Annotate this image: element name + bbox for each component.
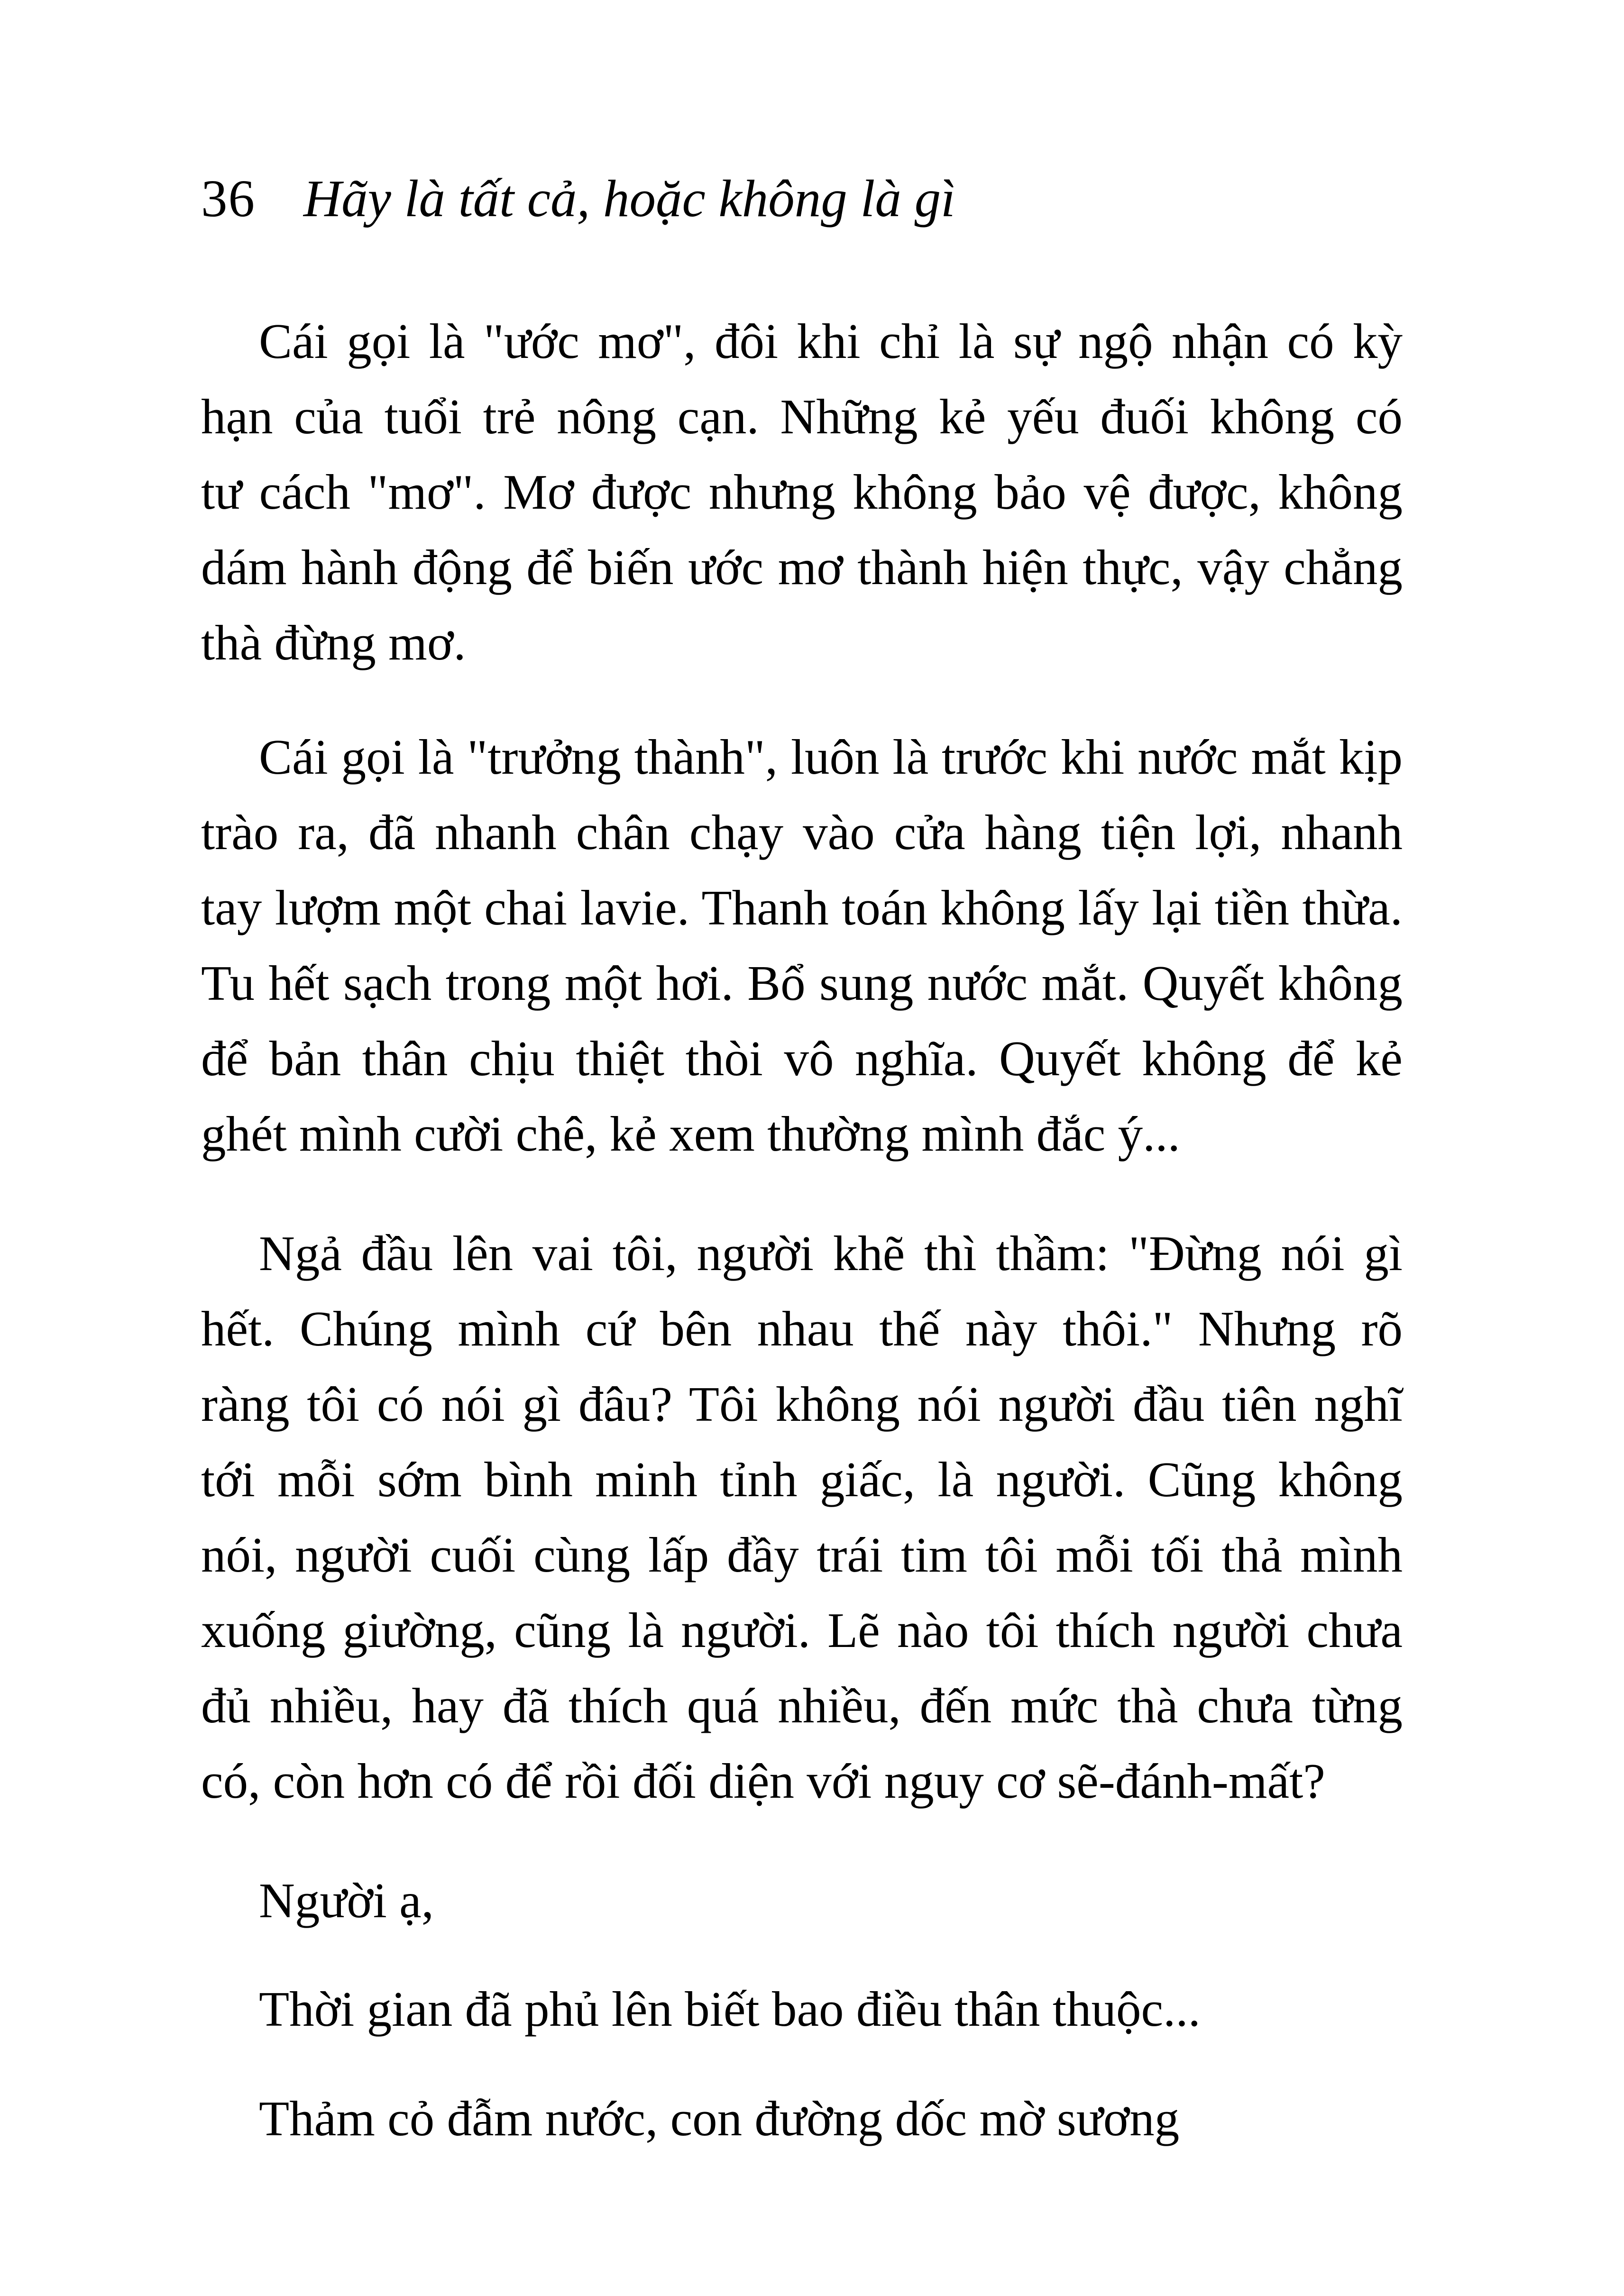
text-line: tay lượm một chai lavie. Thanh toán không lấy lại tiền thừa. <box>201 880 1403 935</box>
running-title: Hãy là tất cả, hoặc không là gì <box>303 170 955 228</box>
text-line: xuống giường, cũng là người. Lẽ nào tôi thích người chưa <box>201 1602 1403 1658</box>
paragraph-5 <box>201 1971 1403 2047</box>
text-line: Tu hết sạch trong một hơi. Bổ sung nước mắt. Quyết không <box>201 955 1403 1011</box>
text-line: dám hành động để biến ước mơ thành hiện thực, vậy chẳng <box>201 540 1403 595</box>
text-line: Cái gọi là "trưởng thành", luôn là trước khi nước mắt kịp <box>259 729 1403 785</box>
paragraph-4 <box>201 1863 1403 1938</box>
paragraph-2 <box>201 719 1403 1171</box>
text-line: ghét mình cười chê, kẻ xem thường mình đắc ý... <box>201 1106 1180 1162</box>
paragraph-3 <box>201 1216 1403 1819</box>
text-line: trào ra, đã nhanh chân chạy vào cửa hàng tiện lợi, nhanh <box>201 805 1403 860</box>
text-line: hết. Chúng mình cứ bên nhau thế này thôi." Nhưng rõ <box>201 1301 1403 1356</box>
page-number: 36 <box>201 170 256 228</box>
text-line: đủ nhiều, hay đã thích quá nhiều, đến mức thà chưa từng <box>201 1678 1403 1733</box>
text-line: để bản thân chịu thiệt thòi vô nghĩa. Quyết không để kẻ <box>201 1031 1403 1086</box>
text-line: tư cách "mơ". Mơ được nhưng không bảo vệ được, không <box>201 464 1403 520</box>
text-line: Thảm cỏ đẫm nước, con đường dốc mờ sương <box>259 2091 1180 2146</box>
running-head <box>201 170 955 229</box>
paragraph-6 <box>201 2081 1403 2156</box>
text-line: ràng tôi có nói gì đâu? Tôi không nói người đầu tiên nghĩ <box>201 1376 1403 1432</box>
text-line: Người ạ, <box>259 1873 434 1928</box>
text-line: nói, người cuối cùng lấp đầy trái tim tôi mỗi tối thả mình <box>201 1527 1403 1583</box>
text-line: Cái gọi là "ước mơ", đôi khi chỉ là sự ngộ nhận có kỳ <box>259 313 1403 369</box>
paragraph-1 <box>201 303 1403 680</box>
text-line: Thời gian đã phủ lên biết bao điều thân thuộc... <box>259 1981 1201 2037</box>
text-line: Ngả đầu lên vai tôi, người khẽ thì thầm: "Đừng nói gì <box>259 1226 1403 1281</box>
text-line: tới mỗi sớm bình minh tỉnh giấc, là người. Cũng không <box>201 1452 1403 1507</box>
text-line: thà đừng mơ. <box>201 615 466 670</box>
text-line: hạn của tuổi trẻ nông cạn. Những kẻ yếu đuối không có <box>201 389 1403 444</box>
text-line: có, còn hơn có để rồi đối diện với nguy cơ sẽ-đánh-mất? <box>201 1753 1325 1809</box>
